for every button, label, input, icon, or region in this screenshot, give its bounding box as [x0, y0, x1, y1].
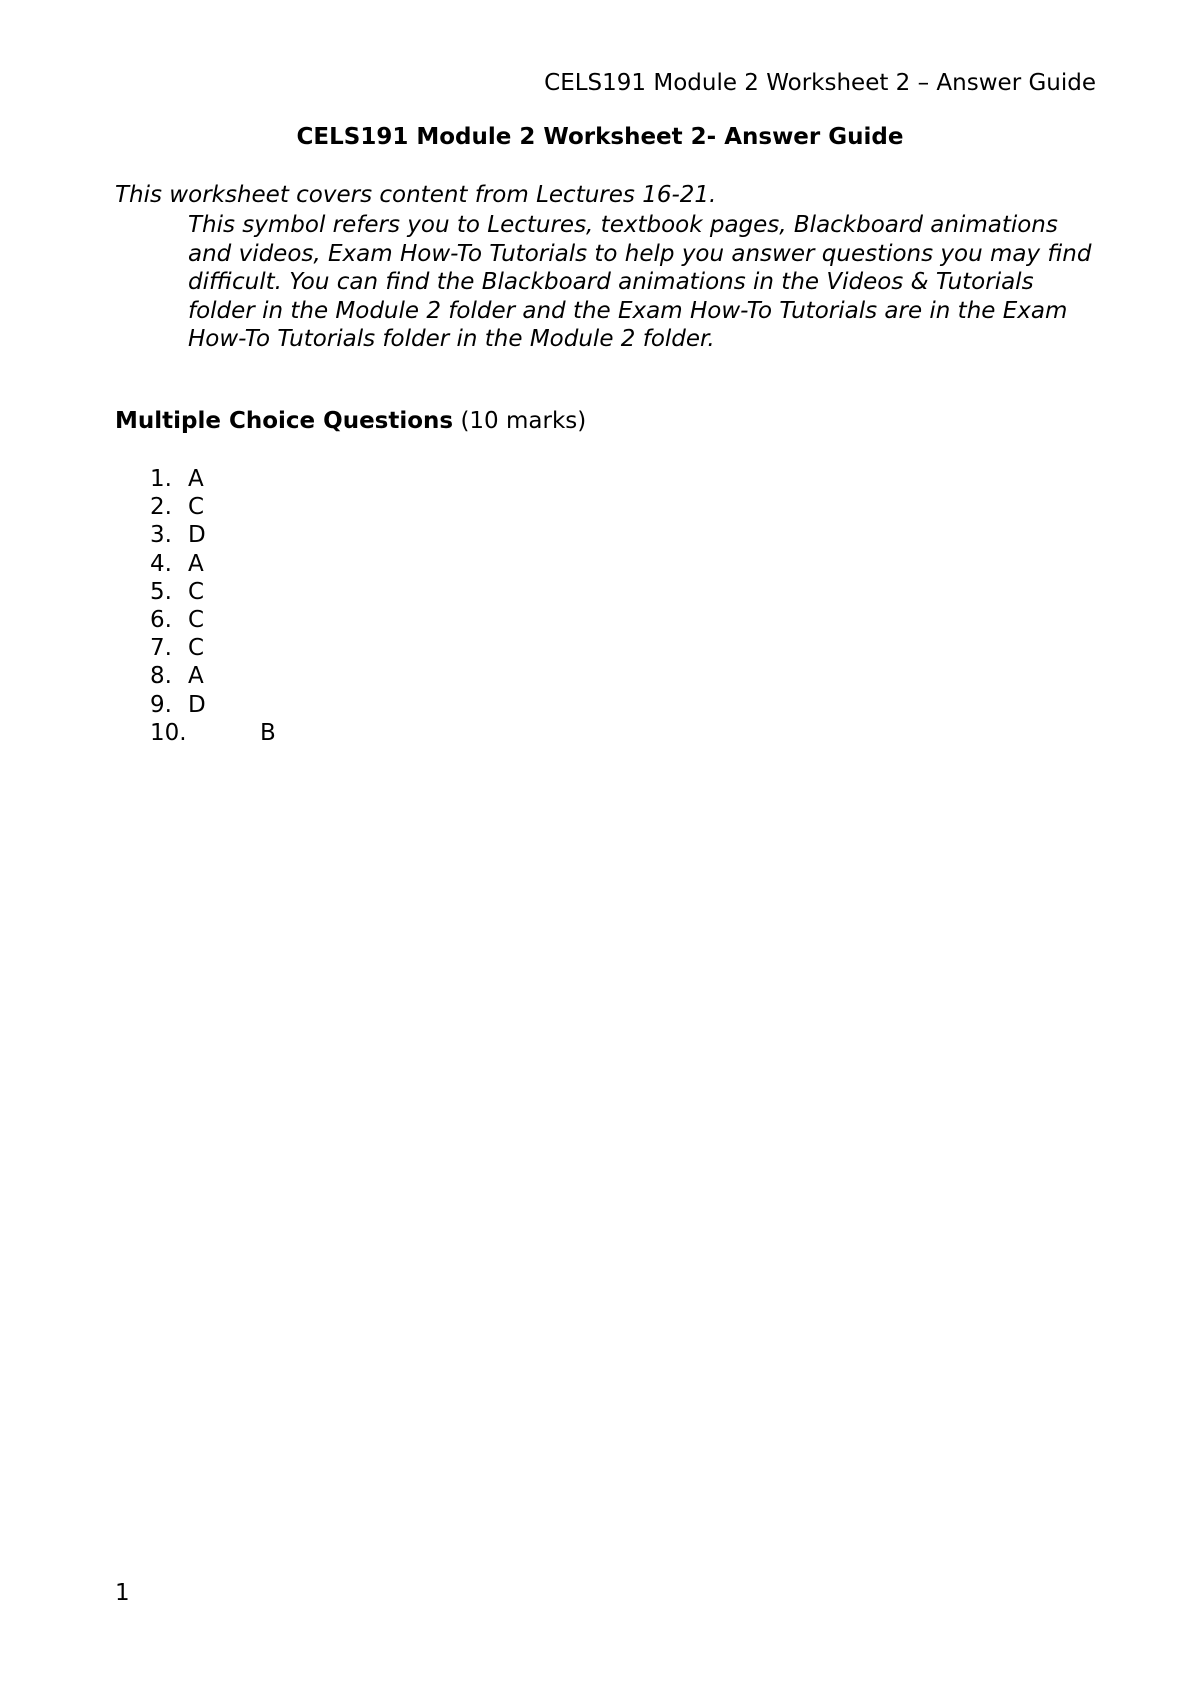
answer-number: 10.	[150, 719, 187, 746]
answer-letter: A	[188, 663, 204, 690]
answer-item	[150, 606, 276, 634]
answer-letter: C	[188, 635, 205, 662]
answer-item	[150, 493, 276, 521]
reference-note: This symbol refers you to Lectures, textbook pages, Blackboard animations and videos, Exam How-To Tutorials to help you answer questions you may find difficult. You can find the Blackboard animations in the Videos & Tutorials folder in the Module 2 folder and the Exam How-To Tutorials are in the Exam How-To Tutorials folder in the Module 2 folder.	[188, 212, 1092, 352]
answer-number: 1.	[150, 466, 172, 492]
section-heading-marks: (10 marks)	[460, 408, 587, 434]
answer-letter: D	[188, 691, 206, 718]
answer-letter: C	[188, 494, 205, 521]
answer-number: 4.	[150, 550, 172, 577]
answer-number: 6.	[150, 606, 172, 633]
answer-item	[150, 634, 276, 662]
answer-list	[150, 465, 276, 747]
intro-text: This worksheet covers content from Lectures 16-21.	[115, 182, 717, 208]
section-heading-title: Multiple Choice Questions	[115, 408, 454, 434]
answer-item	[150, 465, 276, 493]
answer-item	[150, 719, 276, 747]
answer-letter: B	[260, 719, 276, 746]
page-number: 1	[115, 1580, 130, 1606]
answer-item	[150, 578, 276, 606]
document-title: CELS191 Module 2 Worksheet 2- Answer Guide	[296, 124, 904, 150]
answer-number: 2.	[150, 494, 172, 521]
answer-number: 9.	[150, 691, 172, 718]
answer-letter: D	[188, 522, 206, 549]
answer-number: 5.	[150, 578, 172, 605]
answer-item	[150, 521, 276, 549]
answer-item	[150, 691, 276, 719]
running-header: CELS191 Module 2 Worksheet 2 – Answer Guide	[544, 70, 1096, 96]
answer-item	[150, 662, 276, 690]
answer-number: 7.	[150, 635, 172, 662]
answer-letter: C	[188, 578, 205, 605]
answer-letter: A	[188, 466, 204, 492]
answer-item	[150, 550, 276, 578]
answer-number: 3.	[150, 522, 172, 549]
answer-number: 8.	[150, 663, 172, 690]
section-heading	[115, 408, 586, 434]
answer-letter: A	[188, 550, 204, 577]
answer-letter: C	[188, 606, 205, 633]
